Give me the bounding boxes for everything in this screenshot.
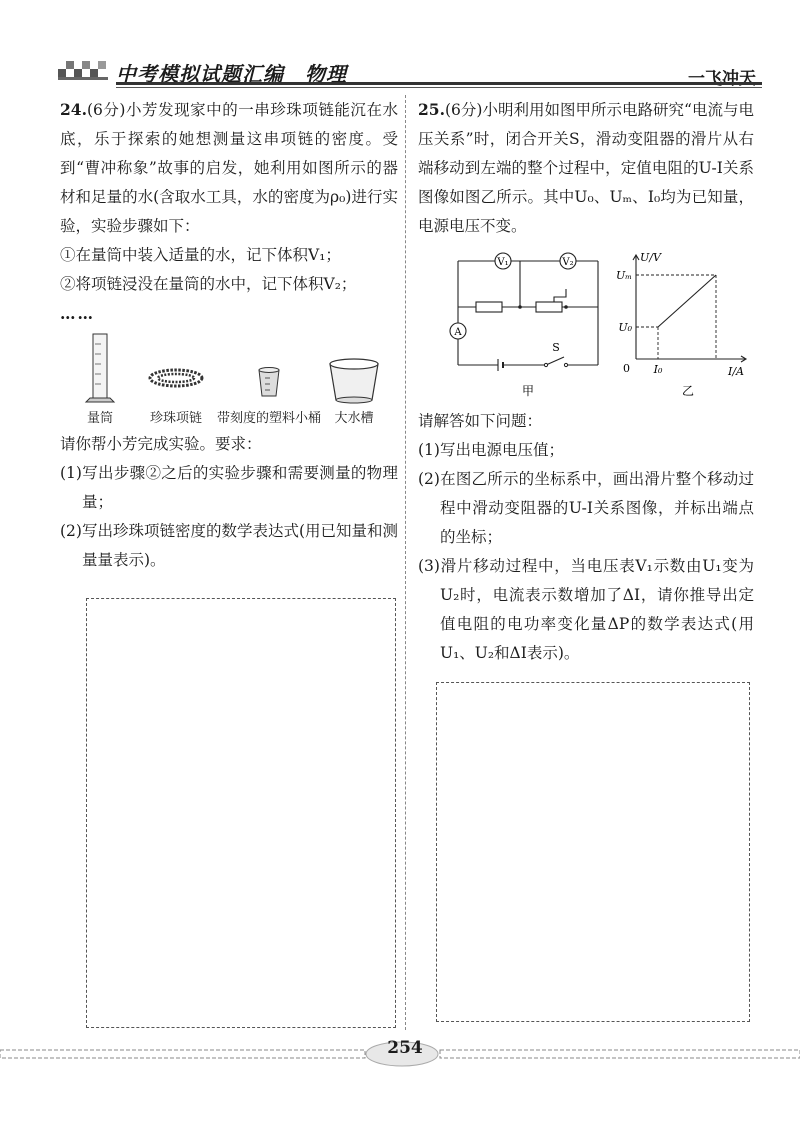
- page-footer: [0, 1030, 800, 1080]
- header-rule: [116, 82, 762, 85]
- q24-req2: (2)写出珍珠项链密度的数学表达式(用已知量和测量量表示)。: [60, 522, 399, 569]
- measuring-cylinder-icon: [80, 330, 120, 406]
- column-divider: [405, 95, 406, 1030]
- pearl-necklace-icon: [140, 330, 212, 406]
- ui-graph: [608, 247, 754, 405]
- header-rule-thin: [116, 87, 762, 88]
- apparatus-tank: [322, 330, 386, 427]
- v2-label: V₂: [562, 257, 574, 268]
- origin-label: 0: [623, 362, 630, 375]
- page-header: [58, 44, 762, 90]
- q25-intro: [418, 95, 754, 241]
- q25-figures: [418, 247, 754, 405]
- header-title: 中考模拟试题汇编 物理: [116, 62, 347, 86]
- q24-ellipsis: ……: [60, 304, 95, 323]
- v1-label: V₁: [497, 257, 509, 268]
- q25-prompt: 请解答如下问题：: [418, 412, 543, 430]
- circuit-caption: 甲: [521, 384, 535, 398]
- apparatus-label: 大水槽: [334, 411, 374, 426]
- checker-logo-icon: [58, 56, 108, 82]
- graph-caption: 乙: [681, 384, 695, 398]
- ammeter-label: A: [454, 327, 462, 338]
- q25-answer-area[interactable]: [436, 682, 750, 1022]
- apparatus-cylinder: [80, 330, 120, 427]
- q25-number: 25.: [418, 100, 445, 119]
- q25-intro-text: (6分)小明利用如图甲所示电路研究“电流与电压关系”时，闭合开关S，滑动变阻器的滑片从右端移动到左端的整个过程中，定值电阻的U-I关系图像如图乙所示。其中U₀、Uₘ、I₀均为已知量，电源电压不变。: [418, 101, 754, 235]
- i0-tick-label: I₀: [653, 363, 663, 376]
- switch-label: S: [552, 341, 560, 354]
- apparatus-label: 量筒: [86, 411, 113, 426]
- q25-req1: (1)写出电源电压值；: [418, 441, 564, 459]
- series-line: [658, 275, 716, 327]
- q24-number: 24.: [60, 100, 87, 119]
- um-tick-label: Uₘ: [615, 269, 632, 282]
- apparatus-label: 珍珠项链: [149, 411, 202, 426]
- apparatus-necklace: [140, 330, 212, 427]
- apparatus-label: 带刻度的塑料小桶: [216, 411, 321, 426]
- q24-intro-text: (6分)小芳发现家中的一串珍珠项链能沉在水底，乐于探索的她想测量这串项链的密度。受到“曹冲称象”故事的启发，她利用如图所示的器材和足量的水(含取水工具，水的密度为ρ₀)进行实验，实验步骤如下：: [60, 101, 398, 235]
- q24-step2: ②将项链浸没在量筒的水中，记下体积V₂；: [60, 275, 357, 293]
- water-tank-icon: [322, 330, 386, 406]
- q24-req1: (1)写出步骤②之后的实验步骤和需要测量的物理量；: [60, 464, 398, 511]
- q24-answer-area[interactable]: [86, 598, 396, 1028]
- u0-tick-label: U₀: [618, 321, 632, 334]
- question-24: [60, 95, 398, 575]
- graduated-bucket-icon: [210, 330, 328, 406]
- q24-step1: ①在量筒中装入适量的水，记下体积V₁；: [60, 246, 341, 264]
- y-axis-label: U/V: [640, 251, 661, 264]
- circuit-diagram: [438, 247, 608, 405]
- q24-prompt: 请你帮小芳完成实验。要求：: [60, 435, 262, 453]
- apparatus-figure: [60, 330, 398, 430]
- page-number: 254: [387, 1038, 423, 1058]
- apparatus-bucket: [210, 330, 328, 427]
- q24-intro: [60, 95, 398, 241]
- x-axis-label: I/A: [728, 365, 744, 378]
- header-brand: 一飞冲天: [688, 69, 756, 89]
- q25-req2: (2)在图乙所示的坐标系中，画出滑片整个移动过程中滑动变阻器的U-I关系图像，并标出端点的坐标；: [418, 470, 754, 546]
- q25-req3: (3)滑片移动过程中，当电压表V₁示数由U₁变为U₂时，电流表示数增加了ΔI，请你推导出定值电阻的电功率变化量ΔP的数学表达式(用U₁、U₂和ΔI表示)。: [418, 557, 754, 662]
- question-25: [418, 95, 754, 668]
